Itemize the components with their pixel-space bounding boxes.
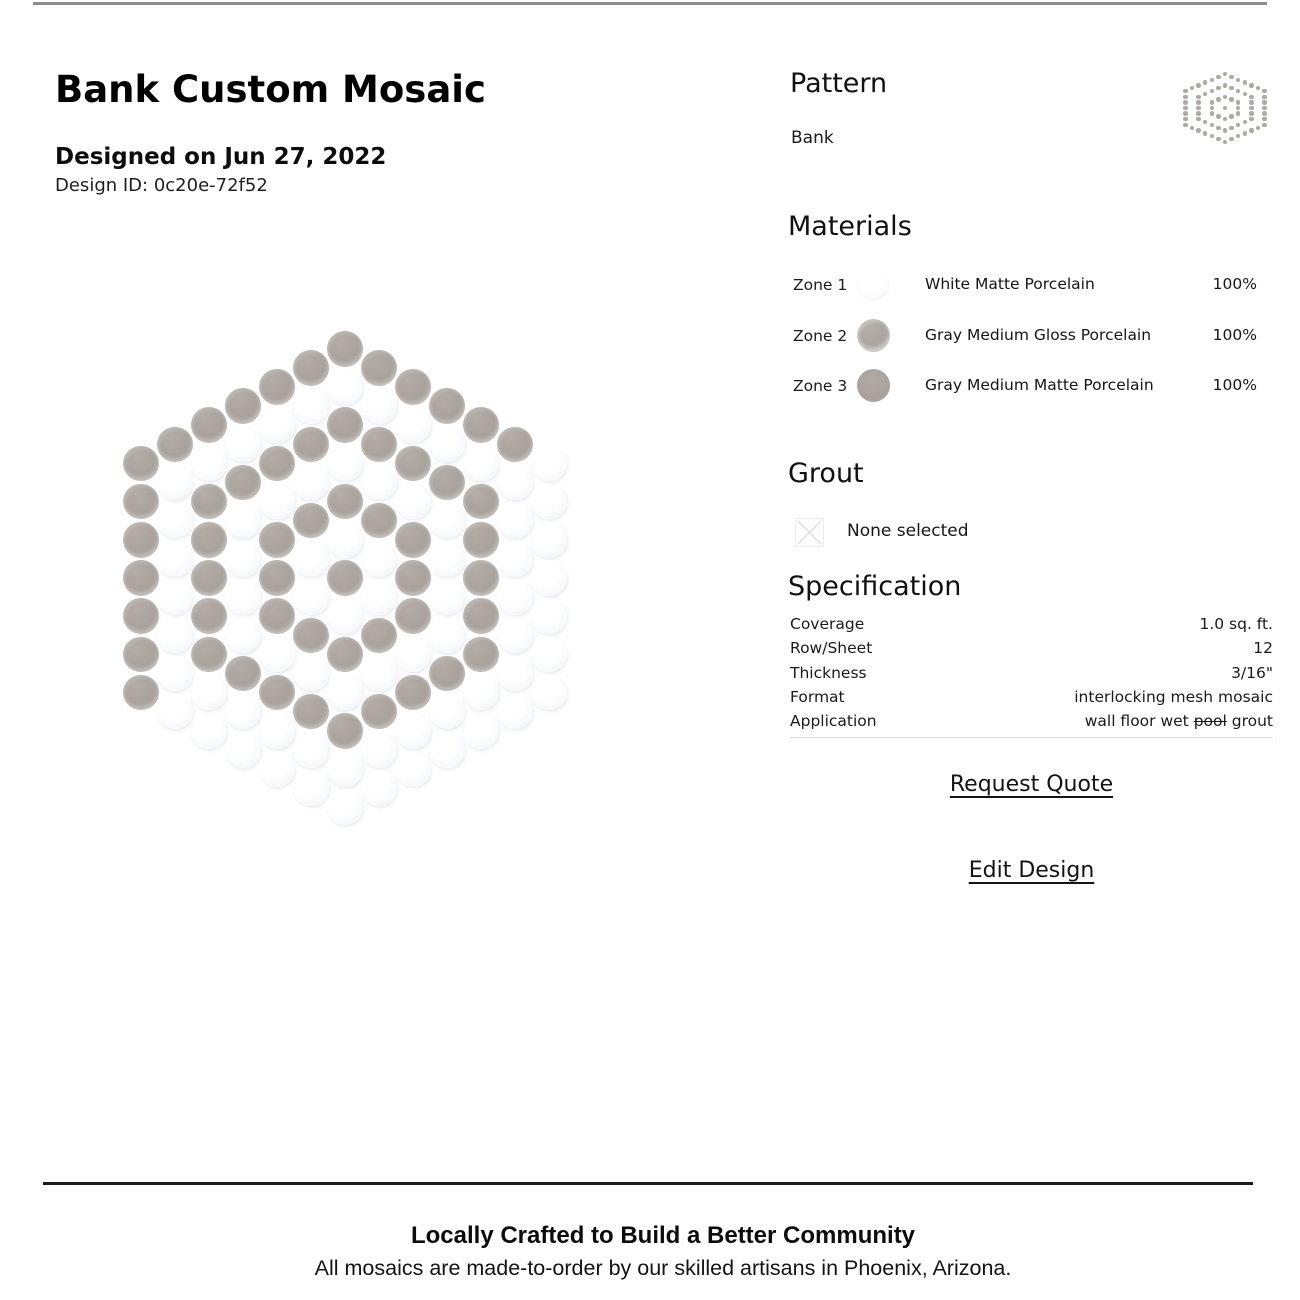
mosaic-dot-white	[293, 732, 329, 768]
mosaic-dot-white	[463, 675, 499, 711]
mosaic-dot-white	[463, 446, 499, 482]
mosaic-dot-white	[429, 618, 465, 654]
mosaic-dot-white	[497, 656, 533, 692]
mosaic-dot-gray	[1210, 78, 1214, 82]
mosaic-dot-gray	[361, 350, 397, 386]
mosaic-dot-gray	[1216, 86, 1220, 90]
mosaic-dot-white	[225, 427, 261, 463]
mosaic-dot-gray	[259, 560, 295, 596]
mosaic-dot-white	[429, 427, 465, 463]
mosaic-dot-white	[327, 675, 363, 711]
mosaic-dot-gray	[1249, 95, 1253, 99]
mosaic-dot-gray	[1196, 128, 1200, 132]
mosaic-dot-gray	[1236, 134, 1240, 138]
zone-material-name: Gray Medium Matte Porcelain	[925, 376, 1154, 394]
mosaic-dot-white	[259, 407, 295, 443]
mosaic-dot-white	[361, 732, 397, 768]
mosaic-dot-gray	[1196, 83, 1200, 87]
mosaic-dot-gray	[1249, 83, 1253, 87]
mosaic-dot-white	[157, 465, 193, 501]
mosaic-dot-white	[531, 675, 567, 711]
mosaic-dot-gray	[293, 694, 329, 730]
mosaic-dot-white	[259, 637, 295, 673]
mosaic-dot-white	[157, 503, 193, 539]
mosaic-dot-gray	[1262, 106, 1266, 110]
mosaic-dot-gray	[293, 350, 329, 386]
mosaic-dot-white	[327, 446, 363, 482]
mosaic-dot-white	[225, 579, 261, 615]
mosaic-dot-gray	[1190, 86, 1194, 90]
mosaic-dot-gray	[395, 369, 431, 405]
mosaic-dot-gray	[1249, 128, 1253, 132]
mosaic-dot-gray	[395, 598, 431, 634]
mosaic-dot-white	[157, 656, 193, 692]
mosaic-dot-white	[293, 579, 329, 615]
mosaic-dot-gray	[293, 503, 329, 539]
mosaic-dot-white	[395, 637, 431, 673]
mosaic-dot-gray	[1210, 106, 1214, 110]
mosaic-dot-gray	[1183, 123, 1187, 127]
mosaic-dot-gray	[1223, 72, 1227, 76]
zone-percent: 100%	[1212, 326, 1257, 344]
zone-percent: 100%	[1212, 275, 1257, 293]
mosaic-dot-white	[361, 388, 397, 424]
mosaic-dot-gray	[259, 675, 295, 711]
mosaic-dot-gray	[463, 560, 499, 596]
mosaic-dot-gray	[157, 427, 193, 463]
spec-row	[790, 636, 1273, 660]
mosaic-dot-gray	[123, 446, 159, 482]
spec-label: Coverage	[790, 615, 865, 633]
mosaic-dot-gray	[1216, 114, 1220, 118]
mosaic-dot-gray	[1229, 126, 1233, 130]
mosaic-dot-gray	[1229, 75, 1233, 79]
mosaic-dot-gray	[191, 522, 227, 558]
grout-none-label: None selected	[847, 521, 969, 541]
checkbox-x-icon	[796, 519, 823, 546]
mosaic-dot-gray	[1183, 95, 1187, 99]
mosaic-dot-white	[361, 656, 397, 692]
grout-none-checkbox	[795, 518, 824, 547]
mosaic-dot-white	[361, 579, 397, 615]
mosaic-dot-gray	[1223, 140, 1227, 144]
mosaic-dot-white	[293, 656, 329, 692]
pattern-name: Bank	[791, 128, 834, 148]
grout-heading: Grout	[788, 458, 864, 489]
mosaic-dot-gray	[1196, 95, 1200, 99]
page-title: Bank Custom Mosaic	[55, 68, 486, 111]
mosaic-dot-white	[497, 465, 533, 501]
mosaic-dot-gray	[1229, 97, 1233, 101]
mosaic-dot-gray	[327, 560, 363, 596]
mosaic-dot-gray	[123, 675, 159, 711]
mosaic-dot-gray	[1262, 89, 1266, 93]
pattern-heading: Pattern	[790, 68, 888, 99]
mosaic-dot-gray	[1210, 100, 1214, 104]
mosaic-dot-gray	[259, 369, 295, 405]
mosaic-dot-gray	[1229, 137, 1233, 141]
mosaic-dot-white	[531, 522, 567, 558]
mosaic-dot-gray	[123, 637, 159, 673]
mosaic-dot-gray	[1190, 126, 1194, 130]
zone-swatch-icon	[857, 268, 890, 301]
mosaic-dot-gray	[327, 637, 363, 673]
mosaic-dot-gray	[361, 503, 397, 539]
mosaic-dot-gray	[395, 522, 431, 558]
materials-heading: Materials	[788, 211, 912, 242]
spec-value: wall floor wet pool grout	[1084, 712, 1273, 731]
mosaic-dot-white	[531, 484, 567, 520]
mosaic-dot-gray	[1223, 95, 1227, 99]
mosaic-dot-white	[361, 770, 397, 806]
mosaic-dot-gray	[1229, 114, 1233, 118]
mosaic-dot-white	[327, 522, 363, 558]
mosaic-dot-gray	[1196, 111, 1200, 115]
spec-value: interlocking mesh mosaic	[1074, 687, 1273, 706]
mosaic-dot-white	[497, 541, 533, 577]
request-quote-link-row	[790, 772, 1273, 797]
mosaic-dot-white	[157, 694, 193, 730]
mosaic-dot-gray	[1249, 100, 1253, 104]
mosaic-dot-gray	[429, 656, 465, 692]
mosaic-dot-gray	[259, 446, 295, 482]
mosaic-dot-white	[259, 751, 295, 787]
mosaic-dot-gray	[1256, 86, 1260, 90]
mosaic-dot-white	[429, 694, 465, 730]
mosaic-dot-gray	[463, 407, 499, 443]
spec-value: 1.0 sq. ft.	[1199, 615, 1273, 633]
mosaic-dot-gray	[327, 713, 363, 749]
mosaic-dot-white	[497, 579, 533, 615]
mosaic-dot-gray	[1262, 117, 1266, 121]
mosaic-dot-gray	[1203, 92, 1207, 96]
mosaic-dot-white	[327, 751, 363, 787]
mosaic-dot-white	[327, 369, 363, 405]
mosaic-dot-gray	[1210, 111, 1214, 115]
mosaic-dot-white	[157, 579, 193, 615]
footer-subline: All mosaics are made-to-order by our skilled artisans in Phoenix, Arizona.	[314, 1256, 1012, 1280]
mosaic-dot-gray	[1223, 117, 1227, 121]
mosaic-dot-gray	[361, 618, 397, 654]
zone-label: Zone 2	[793, 327, 848, 345]
mosaic-dot-gray	[191, 484, 227, 520]
mosaic-dot-white	[497, 503, 533, 539]
zone-row	[788, 268, 1273, 302]
mosaic-dot-gray	[1243, 120, 1247, 124]
mosaic-dot-gray	[429, 465, 465, 501]
mosaic-dot-white	[327, 789, 363, 825]
zone-row	[788, 369, 1273, 403]
mosaic-dot-gray	[463, 598, 499, 634]
mosaic-dot-gray	[361, 427, 397, 463]
mosaic-dot-gray	[1262, 123, 1266, 127]
mosaic-dot-gray	[293, 618, 329, 654]
spec-row	[790, 612, 1273, 636]
spec-label: Thickness	[790, 663, 867, 682]
mosaic-dot-gray	[293, 427, 329, 463]
mosaic-dot-white	[225, 618, 261, 654]
mosaic-dot-gray	[1183, 117, 1187, 121]
mosaic-dot-white	[259, 484, 295, 520]
zone-swatch-icon	[857, 319, 890, 352]
mosaic-dot-white	[395, 751, 431, 787]
spec-label: Format	[790, 687, 845, 706]
pattern-hexagon-icon	[1183, 72, 1267, 144]
mosaic-dot-gray	[1196, 106, 1200, 110]
mosaic-dot-gray	[225, 388, 261, 424]
mosaic-dot-white	[531, 446, 567, 482]
mosaic-dot-gray	[191, 560, 227, 596]
mosaic-dot-white	[225, 694, 261, 730]
mosaic-dot-white	[395, 484, 431, 520]
mosaic-dot-gray	[327, 407, 363, 443]
mosaic-dot-gray	[1262, 111, 1266, 115]
mosaic-dot-gray	[395, 560, 431, 596]
mosaic-dot-gray	[225, 656, 261, 692]
designed-on-date: Designed on Jun 27, 2022	[55, 144, 387, 170]
mosaic-dot-white	[191, 713, 227, 749]
mosaic-dot-gray	[463, 637, 499, 673]
mosaic-dot-gray	[259, 522, 295, 558]
mosaic-dot-gray	[1183, 100, 1187, 104]
mosaic-dot-gray	[123, 560, 159, 596]
mosaic-dot-white	[225, 732, 261, 768]
zone-row	[788, 319, 1273, 353]
edit-design-link[interactable]: Edit Design	[968, 858, 1095, 883]
mosaic-dot-gray	[1196, 100, 1200, 104]
request-quote-link[interactable]: Request Quote	[949, 772, 1114, 797]
zone-swatch-icon	[857, 369, 890, 402]
mosaic-dot-white	[361, 541, 397, 577]
mosaic-dot-gray	[1236, 106, 1240, 110]
mosaic-dot-gray	[1183, 111, 1187, 115]
spec-label: Row/Sheet	[790, 639, 873, 658]
mosaic-dot-white	[531, 560, 567, 596]
mosaic-dot-white	[191, 675, 227, 711]
zone-label: Zone 3	[793, 377, 848, 395]
mosaic-preview	[0, 0, 700, 900]
spec-row	[790, 661, 1273, 685]
mosaic-dot-gray	[123, 598, 159, 634]
spec-row	[790, 685, 1273, 709]
mosaic-dot-gray	[361, 694, 397, 730]
mosaic-dot-gray	[1249, 117, 1253, 121]
mosaic-dot-white	[395, 713, 431, 749]
mosaic-dot-white	[293, 541, 329, 577]
mosaic-dot-white	[531, 598, 567, 634]
mosaic-dot-gray	[463, 522, 499, 558]
mosaic-dot-white	[259, 713, 295, 749]
spec-label: Application	[790, 712, 877, 731]
mosaic-dot-white	[497, 618, 533, 654]
mosaic-dot-gray	[1243, 80, 1247, 84]
mosaic-dot-gray	[1216, 75, 1220, 79]
mosaic-dot-gray	[1229, 86, 1233, 90]
mosaic-dot-gray	[1262, 95, 1266, 99]
mosaic-dot-gray	[395, 675, 431, 711]
mosaic-dot-gray	[497, 427, 533, 463]
edit-design-link-row	[790, 858, 1273, 883]
mosaic-dot-white	[361, 465, 397, 501]
mosaic-dot-white	[429, 541, 465, 577]
mosaic-dot-gray	[1262, 100, 1266, 104]
mosaic-dot-gray	[123, 522, 159, 558]
mosaic-dot-white	[293, 770, 329, 806]
mosaic-dot-white	[293, 388, 329, 424]
spec-row	[790, 709, 1273, 733]
mosaic-dot-gray	[1216, 137, 1220, 141]
mosaic-dot-gray	[1210, 123, 1214, 127]
mosaic-dot-gray	[1196, 117, 1200, 121]
mosaic-dot-gray	[327, 484, 363, 520]
mosaic-dot-gray	[1236, 89, 1240, 93]
mosaic-dot-gray	[1236, 100, 1240, 104]
mosaic-dot-gray	[1183, 89, 1187, 93]
mosaic-dot-gray	[123, 484, 159, 520]
mosaic-dot-gray	[429, 388, 465, 424]
mosaic-dot-white	[157, 618, 193, 654]
mosaic-dot-gray	[1183, 106, 1187, 110]
mosaic-dot-gray	[225, 465, 261, 501]
mosaic-dot-gray	[191, 407, 227, 443]
zone-percent: 100%	[1212, 376, 1257, 394]
materials-zone-list	[788, 264, 1273, 424]
mosaic-dot-gray	[259, 598, 295, 634]
mosaic-dot-white	[191, 446, 227, 482]
mosaic-dot-white	[225, 541, 261, 577]
specification-table	[790, 612, 1273, 738]
mosaic-dot-white	[293, 465, 329, 501]
mosaic-dot-white	[531, 637, 567, 673]
mosaic-dot-white	[429, 503, 465, 539]
mosaic-dot-white	[429, 579, 465, 615]
mosaic-dot-gray	[1243, 92, 1247, 96]
spec-value: 12	[1253, 639, 1273, 658]
mosaic-dot-gray	[463, 484, 499, 520]
mosaic-dot-gray	[1210, 134, 1214, 138]
mosaic-dot-gray	[1203, 131, 1207, 135]
mosaic-dot-gray	[1249, 111, 1253, 115]
mosaic-dot-gray	[1236, 123, 1240, 127]
mosaic-dot-gray	[1223, 106, 1227, 110]
mosaic-dot-gray	[1216, 126, 1220, 130]
mosaic-dot-white	[497, 694, 533, 730]
spec-value: 3/16"	[1231, 663, 1273, 682]
mosaic-dot-gray	[191, 637, 227, 673]
footer-divider-line	[43, 1182, 1253, 1185]
mosaic-dot-gray	[1236, 111, 1240, 115]
mosaic-dot-gray	[1236, 78, 1240, 82]
mosaic-dot-gray	[1223, 128, 1227, 132]
zone-material-name: Gray Medium Gloss Porcelain	[925, 326, 1152, 344]
mosaic-dot-gray	[1203, 80, 1207, 84]
mosaic-dot-gray	[1249, 106, 1253, 110]
mosaic-dot-gray	[1216, 97, 1220, 101]
footer-headline: Locally Crafted to Build a Better Community	[410, 1222, 916, 1249]
zone-material-name: White Matte Porcelain	[925, 275, 1095, 293]
mosaic-dot-gray	[395, 446, 431, 482]
design-id: Design ID: 0c20e-72f52	[55, 175, 268, 196]
mosaic-dot-gray	[191, 598, 227, 634]
mosaic-dot-gray	[1256, 126, 1260, 130]
mosaic-dot-gray	[327, 331, 363, 367]
specification-heading: Specification	[788, 571, 962, 602]
mosaic-dot-white	[429, 732, 465, 768]
mosaic-dot-gray	[1243, 131, 1247, 135]
mosaic-dot-white	[225, 503, 261, 539]
mosaic-dot-white	[395, 407, 431, 443]
mosaic-dot-gray	[1223, 83, 1227, 87]
mosaic-dot-white	[463, 713, 499, 749]
mosaic-dot-white	[157, 541, 193, 577]
mosaic-dot-white	[327, 598, 363, 634]
mosaic-dot-gray	[1203, 120, 1207, 124]
zone-label: Zone 1	[793, 276, 848, 294]
mosaic-dot-gray	[1210, 89, 1214, 93]
